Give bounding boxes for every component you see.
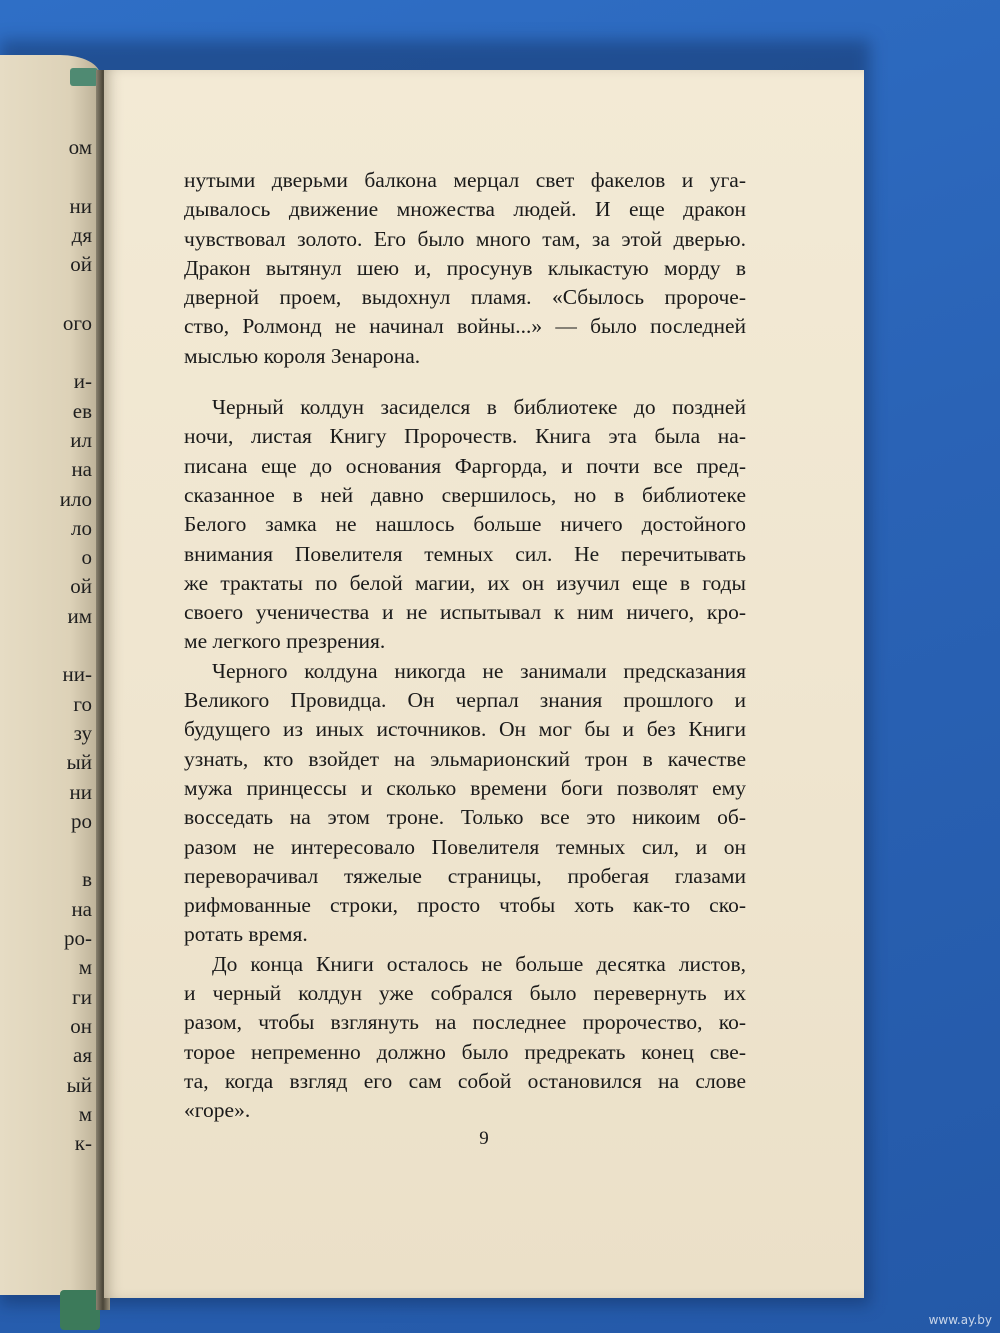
text-line: будущего из иных источников. Он мог бы и без Книги [184,717,746,742]
text-line: ме легкого презрения. [184,629,386,654]
left-page-fragment: о [81,545,92,570]
left-page-fragment [0,631,92,660]
text-line: же трактаты по белой магии, их он изучил еще в годы [184,570,746,595]
text-line: разом, чтобы взглянуть на последнее пророчество, ко- [184,1010,746,1035]
left-page-fragment: ни [69,779,92,804]
text-line: внимания Повелителя темных сил. Не перечитывать [184,541,746,566]
left-page-fragment: ой [70,252,92,277]
paragraph-2 [184,393,746,657]
left-page-fragment: ого [62,310,92,335]
left-page-fragment: ги [72,984,92,1009]
text-line: рифмованные строки, просто чтобы хоть как-то ско- [184,893,746,918]
text-line: мужа принцессы и сколько времени боги позволят ему [184,775,746,800]
text-line: узнать, кто взойдет на эльмарионский трон в качестве [184,746,746,771]
left-page-fragment: ни- [62,662,92,687]
left-page-fragment: м [78,955,92,980]
text-line: торое непременно должно было предрекать конец све- [184,1039,746,1064]
page-body-text [184,166,746,1126]
right-page [104,70,864,1298]
text-line: Черный колдун засиделся в библиотеке до поздней [212,395,746,420]
text-line: До конца Книги осталось не больше десятка листов, [212,951,746,976]
left-page-fragment [0,162,92,191]
text-line: та, когда взгляд его сам собой остановился на слове [184,1068,746,1093]
text-line: Великого Провидца. Он черпал знания прошлого и [184,688,746,713]
left-page-fragment: ой [70,574,92,599]
left-page-fragment: ло [71,515,92,540]
left-page-fragment: к- [74,1131,92,1156]
left-page-text-fragments [0,133,92,1158]
text-line: писана еще до основания Фаргорда, и почти все пред- [184,453,746,478]
text-line: нутыми дверьми балкона мерцал свет факелов и уга- [184,168,746,192]
text-line: разом не интересовало Повелителя темных сил, и он [184,834,746,859]
section-break [184,371,746,393]
left-page-fragment: дя [71,222,92,247]
left-page-fragment: он [70,1013,92,1038]
text-line: дывалось движение множества людей. И еще дракон [184,197,746,222]
left-page-fragment: ев [72,398,92,423]
text-line: Дракон вытянул шею и, просунув клыкастую морду в [184,255,746,280]
left-page-fragment: го [73,691,92,716]
left-page-fragment: на [71,896,92,921]
left-page-fragment: и- [73,369,92,394]
text-line: Белого замка не нашлось больше ничего достойного [184,512,746,537]
text-line: сказанное в ней давно свершилось, но в библиотеке [184,482,746,507]
left-page-fragment [0,338,92,367]
paragraph-4 [184,950,746,1126]
page-number: 9 [479,1128,489,1149]
text-line: ночи, листая Книгу Пророчеств. Книга эта была на- [184,424,746,449]
book-cover-edge-bottom [60,1290,100,1330]
left-page-fragment: ни [69,193,92,218]
text-line: «горе». [184,1098,251,1123]
left-page-fragment [0,836,92,865]
left-page-fragment: ом [68,135,92,159]
left-page-fragment: ый [66,1072,92,1097]
text-line: Черного колдуна никогда не занимали предсказания [212,658,746,683]
text-line: восседать на этом троне. Только все это никоим об- [184,805,746,830]
left-page-fragment: ро [71,808,92,833]
text-line: ротать время. [184,922,308,947]
text-line: дверной проем, выдохнул пламя. «Сбылось пророче- [184,285,746,310]
paragraph-1 [184,166,746,371]
left-page-fragment: им [67,603,92,628]
text-line: чувствовал золото. Его было много там, за этой дверью. [184,226,746,251]
left-page-fragment: ило [59,486,92,511]
left-page-fragment: м [78,1101,92,1126]
paragraph-3 [184,657,746,950]
left-page-fragment: ая [73,1043,92,1068]
left-page-fragment [0,279,92,308]
left-page-fragment: ил [70,427,92,452]
left-page-fragment: ро- [64,926,92,951]
left-page-fragment: на [71,457,92,482]
left-page [0,55,100,1295]
text-line: своего ученичества и не испытывал к ним ничего, кро- [184,600,746,625]
left-page-fragment: в [82,867,92,892]
text-line: переворачивал тяжелые страницы, пробегая глазами [184,863,746,888]
left-page-fragment: ый [66,750,92,775]
left-page-fragment: зу [73,720,92,745]
text-line: и черный колдун уже собрался было перевернуть их [184,981,746,1006]
watermark: www.ay.by [928,1313,992,1327]
text-line: ство, Ролмонд не начинал войны...» — было последней [184,314,746,339]
book-cover-edge-top [70,68,98,86]
text-line: мыслью короля Зенарона. [184,343,421,368]
